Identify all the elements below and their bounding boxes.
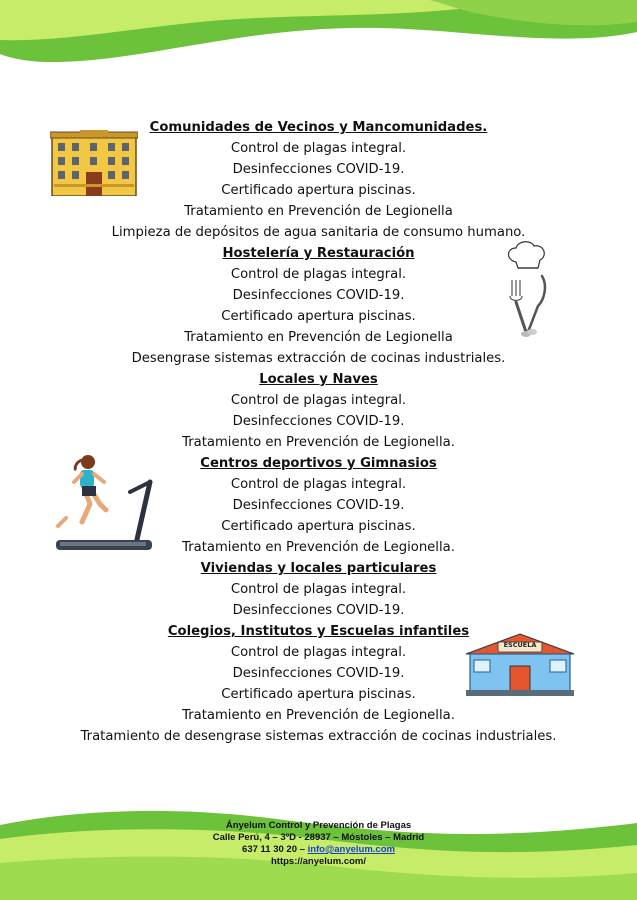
section-locales [0,369,637,453]
section-heading: Comunidades de Vecinos y Mancomunidades. [149,120,488,135]
service-item: Tratamiento de desengrase sistemas extracción de cocinas industriales. [80,729,557,744]
service-item: Desinfecciones COVID-19. [232,666,405,681]
section-heading: Hostelería y Restauración [222,246,415,261]
service-item: Limpieza de depósitos de agua sanitaria de consumo humano. [111,225,526,240]
section-colegios [0,621,637,747]
service-item: Control de plagas integral. [230,582,407,597]
section-heading: Locales y Naves [259,372,378,387]
footer-website-link[interactable]: https://anyelum.com/ [270,856,366,867]
service-item: Desinfecciones COVID-19. [232,414,405,429]
footer-address: Calle Perú, 4 – 3ºD - 28937 – Móstoles – Madrid [212,832,425,843]
footer-company: Ányelum Control y Prevención de Plagas [225,820,412,831]
footer-email-link[interactable]: info@anyelum.com [307,844,395,855]
service-item: Desinfecciones COVID-19. [232,498,405,513]
section-viviendas [0,558,637,621]
section-hosteleria [0,243,637,369]
service-item: Certificado apertura piscinas. [221,309,416,324]
services-list [0,117,637,747]
service-item: Desinfecciones COVID-19. [232,162,405,177]
service-item: Control de plagas integral. [230,645,407,660]
service-item: Control de plagas integral. [230,267,407,282]
service-item: Control de plagas integral. [230,393,407,408]
service-item: Tratamiento en Prevención de Legionella. [182,540,455,555]
service-item: Tratamiento en Prevención de Legionella. [182,708,455,723]
school-sign-label: ESCUELA [503,641,537,649]
service-item: Tratamiento en Prevención de Legionella. [182,435,455,450]
service-item: Desinfecciones COVID-19. [232,288,405,303]
service-item: Control de plagas integral. [230,141,407,156]
footer-phone-email-line [0,844,637,856]
service-item: Tratamiento en Prevención de Legionella [184,330,453,345]
section-gimnasios [0,453,637,558]
service-item: Certificado apertura piscinas. [221,519,416,534]
footer-phone: 637 11 30 20 – [242,844,305,855]
section-heading: Centros deportivos y Gimnasios [200,456,437,471]
section-heading: Colegios, Institutos y Escuelas infantiles [167,624,470,639]
service-item: Desengrase sistemas extracción de cocinas industriales. [131,351,506,366]
service-item: Tratamiento en Prevención de Legionella [184,204,453,219]
service-item: Certificado apertura piscinas. [221,183,416,198]
top-wave-decoration [0,0,637,70]
service-item: Control de plagas integral. [230,477,407,492]
section-heading: Viviendas y locales particulares [200,561,437,576]
service-item: Certificado apertura piscinas. [221,687,416,702]
footer-contact [0,820,637,868]
service-item: Desinfecciones COVID-19. [232,603,405,618]
section-comunidades [0,117,637,243]
